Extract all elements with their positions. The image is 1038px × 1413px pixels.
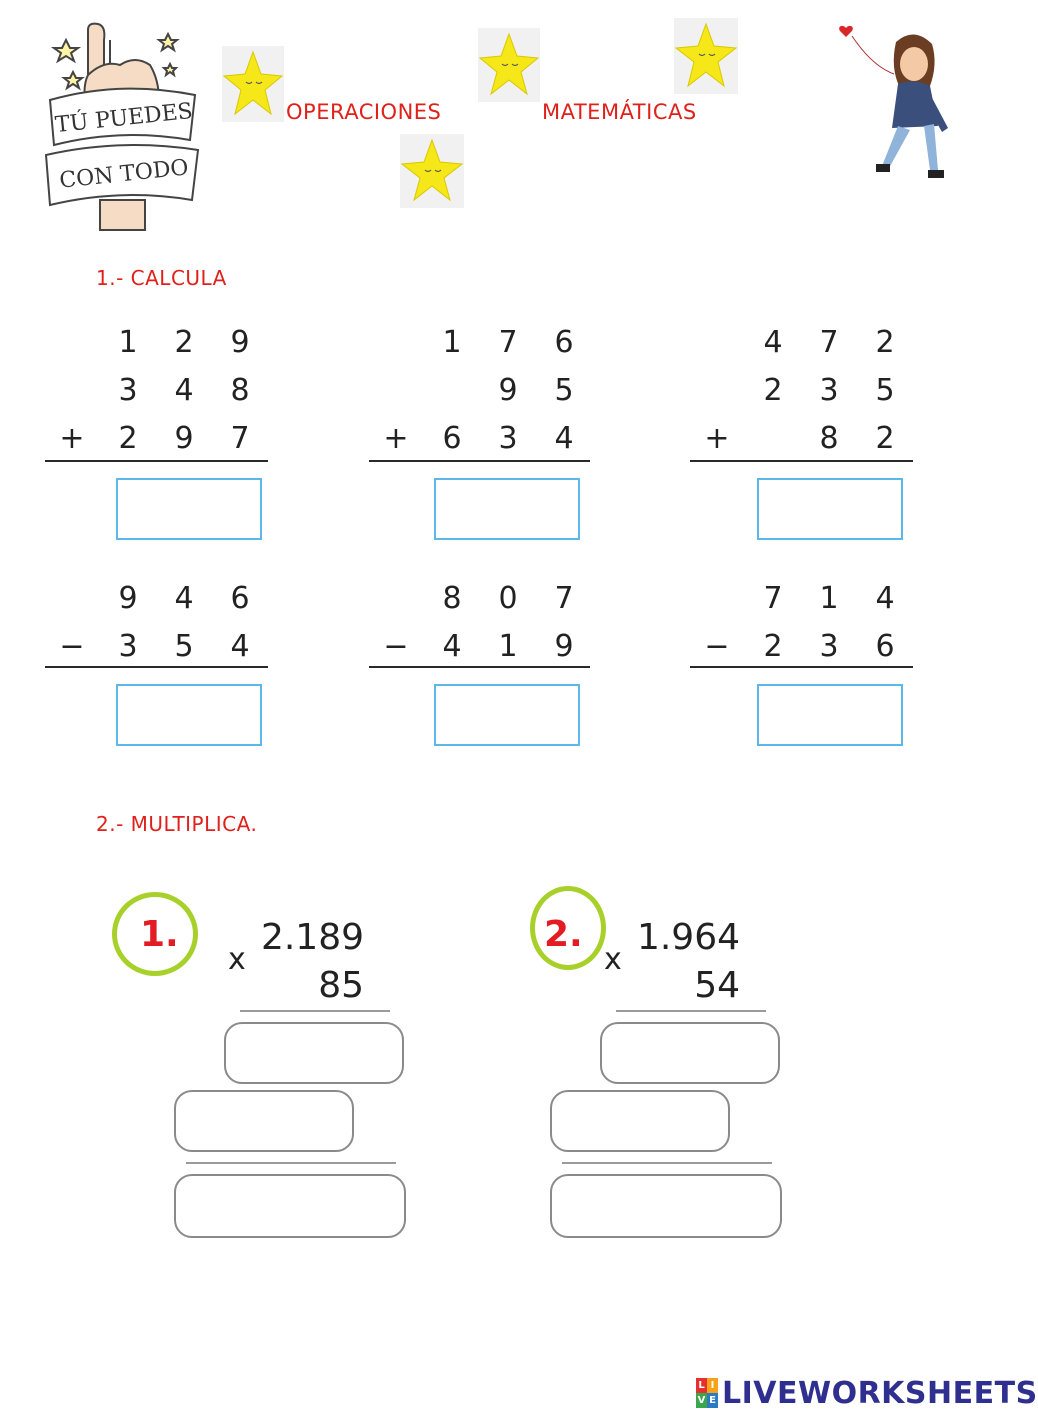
partial-product-box-2[interactable] bbox=[174, 1090, 354, 1152]
digit: 3 bbox=[118, 373, 138, 408]
subtraction-problem-3 bbox=[690, 582, 915, 752]
answer-box[interactable] bbox=[434, 478, 580, 540]
digit: 4 bbox=[554, 421, 574, 456]
result-line bbox=[45, 666, 268, 668]
multiplier: 85 bbox=[318, 965, 364, 1006]
multiplicand: 2.189 bbox=[260, 917, 364, 958]
problem-number-label: 2. bbox=[544, 914, 583, 955]
star-icon bbox=[400, 134, 464, 208]
star-icon bbox=[478, 28, 540, 102]
digit: 1 bbox=[819, 581, 839, 616]
digit: 7 bbox=[498, 325, 518, 360]
problem-number-label: 1. bbox=[140, 914, 179, 955]
badge-letter: L bbox=[696, 1378, 707, 1393]
digit: 5 bbox=[554, 373, 574, 408]
star-icon bbox=[674, 18, 738, 94]
digit: 4 bbox=[230, 629, 250, 664]
liveworksheets-logo bbox=[696, 1376, 1038, 1411]
digit: 5 bbox=[174, 629, 194, 664]
section-heading-calcula: 1.- CALCULA bbox=[96, 266, 227, 290]
times-sign: x bbox=[604, 942, 622, 977]
live-badge-icon bbox=[696, 1378, 718, 1408]
digit: 5 bbox=[875, 373, 895, 408]
title-matematicas: MATEMÁTICAS bbox=[542, 100, 697, 124]
digit: 6 bbox=[554, 325, 574, 360]
minus-sign: − bbox=[59, 629, 85, 664]
digit: 4 bbox=[875, 581, 895, 616]
brand-name: LIVEWORKSHEETS bbox=[722, 1376, 1038, 1411]
digit: 8 bbox=[819, 421, 839, 456]
digit: 9 bbox=[230, 325, 250, 360]
digit: 7 bbox=[554, 581, 574, 616]
plus-sign: + bbox=[383, 421, 409, 456]
digit: 3 bbox=[819, 629, 839, 664]
digit: 4 bbox=[442, 629, 462, 664]
answer-box[interactable] bbox=[434, 684, 580, 746]
badge-letter: I bbox=[707, 1378, 718, 1393]
motivation-poster bbox=[40, 20, 205, 240]
sum-line bbox=[562, 1162, 772, 1164]
title-operaciones: OPERACIONES bbox=[286, 100, 442, 124]
product-answer-box[interactable] bbox=[174, 1174, 406, 1238]
digit: 4 bbox=[174, 373, 194, 408]
poster-text-1: TÚ PUEDES bbox=[54, 98, 194, 139]
multiplicand: 1.964 bbox=[636, 917, 740, 958]
badge-letter: V bbox=[697, 1395, 706, 1406]
digit: 3 bbox=[118, 629, 138, 664]
subtraction-problem-1 bbox=[45, 582, 270, 752]
result-line bbox=[45, 460, 268, 462]
digit: 1 bbox=[118, 325, 138, 360]
plus-sign: + bbox=[704, 421, 730, 456]
badge-letter: E bbox=[707, 1393, 718, 1408]
multiplier: 54 bbox=[694, 965, 740, 1006]
subtraction-problem-2 bbox=[369, 582, 594, 752]
digit: 4 bbox=[174, 581, 194, 616]
digit: 7 bbox=[819, 325, 839, 360]
poster-text-2: CON TODO bbox=[58, 155, 190, 194]
digit: 4 bbox=[763, 325, 783, 360]
girl-cartoon bbox=[838, 14, 978, 206]
digit: 1 bbox=[498, 629, 518, 664]
addition-problem-2 bbox=[369, 326, 594, 546]
result-line bbox=[369, 460, 590, 462]
times-sign: x bbox=[228, 942, 246, 977]
digit: 6 bbox=[230, 581, 250, 616]
product-answer-box[interactable] bbox=[550, 1174, 782, 1238]
partial-product-box-1[interactable] bbox=[224, 1022, 404, 1084]
partial-product-box-1[interactable] bbox=[600, 1022, 780, 1084]
partial-product-box-2[interactable] bbox=[550, 1090, 730, 1152]
digit: 3 bbox=[819, 373, 839, 408]
digit: 9 bbox=[118, 581, 138, 616]
result-line bbox=[240, 1010, 390, 1012]
digit: 2 bbox=[875, 421, 895, 456]
digit: 8 bbox=[442, 581, 462, 616]
digit: 7 bbox=[230, 421, 250, 456]
digit: 2 bbox=[118, 421, 138, 456]
digit: 2 bbox=[875, 325, 895, 360]
digit: 1 bbox=[442, 325, 462, 360]
minus-sign: − bbox=[704, 629, 730, 664]
digit: 9 bbox=[554, 629, 574, 664]
answer-box[interactable] bbox=[116, 684, 262, 746]
plus-sign: + bbox=[59, 421, 85, 456]
digit: 2 bbox=[174, 325, 194, 360]
result-line bbox=[690, 460, 913, 462]
result-line bbox=[690, 666, 913, 668]
addition-problem-1 bbox=[45, 326, 270, 546]
digit: 6 bbox=[442, 421, 462, 456]
answer-box[interactable] bbox=[757, 684, 903, 746]
result-line bbox=[616, 1010, 766, 1012]
sum-line bbox=[186, 1162, 396, 1164]
digit: 7 bbox=[763, 581, 783, 616]
addition-problem-3 bbox=[690, 326, 915, 546]
digit: 0 bbox=[498, 581, 518, 616]
result-line bbox=[369, 666, 590, 668]
section-heading-multiplica: 2.- MULTIPLICA. bbox=[96, 812, 258, 836]
digit: 9 bbox=[498, 373, 518, 408]
answer-box[interactable] bbox=[757, 478, 903, 540]
minus-sign: − bbox=[383, 629, 409, 664]
multiplication-problem-1 bbox=[108, 884, 418, 1244]
digit: 2 bbox=[763, 629, 783, 664]
digit: 8 bbox=[230, 373, 250, 408]
star-icon bbox=[222, 46, 284, 122]
digit: 9 bbox=[174, 421, 194, 456]
multiplication-problem-2 bbox=[526, 884, 836, 1244]
digit: 3 bbox=[498, 421, 518, 456]
answer-box[interactable] bbox=[116, 478, 262, 540]
digit: 2 bbox=[763, 373, 783, 408]
digit: 6 bbox=[875, 629, 895, 664]
